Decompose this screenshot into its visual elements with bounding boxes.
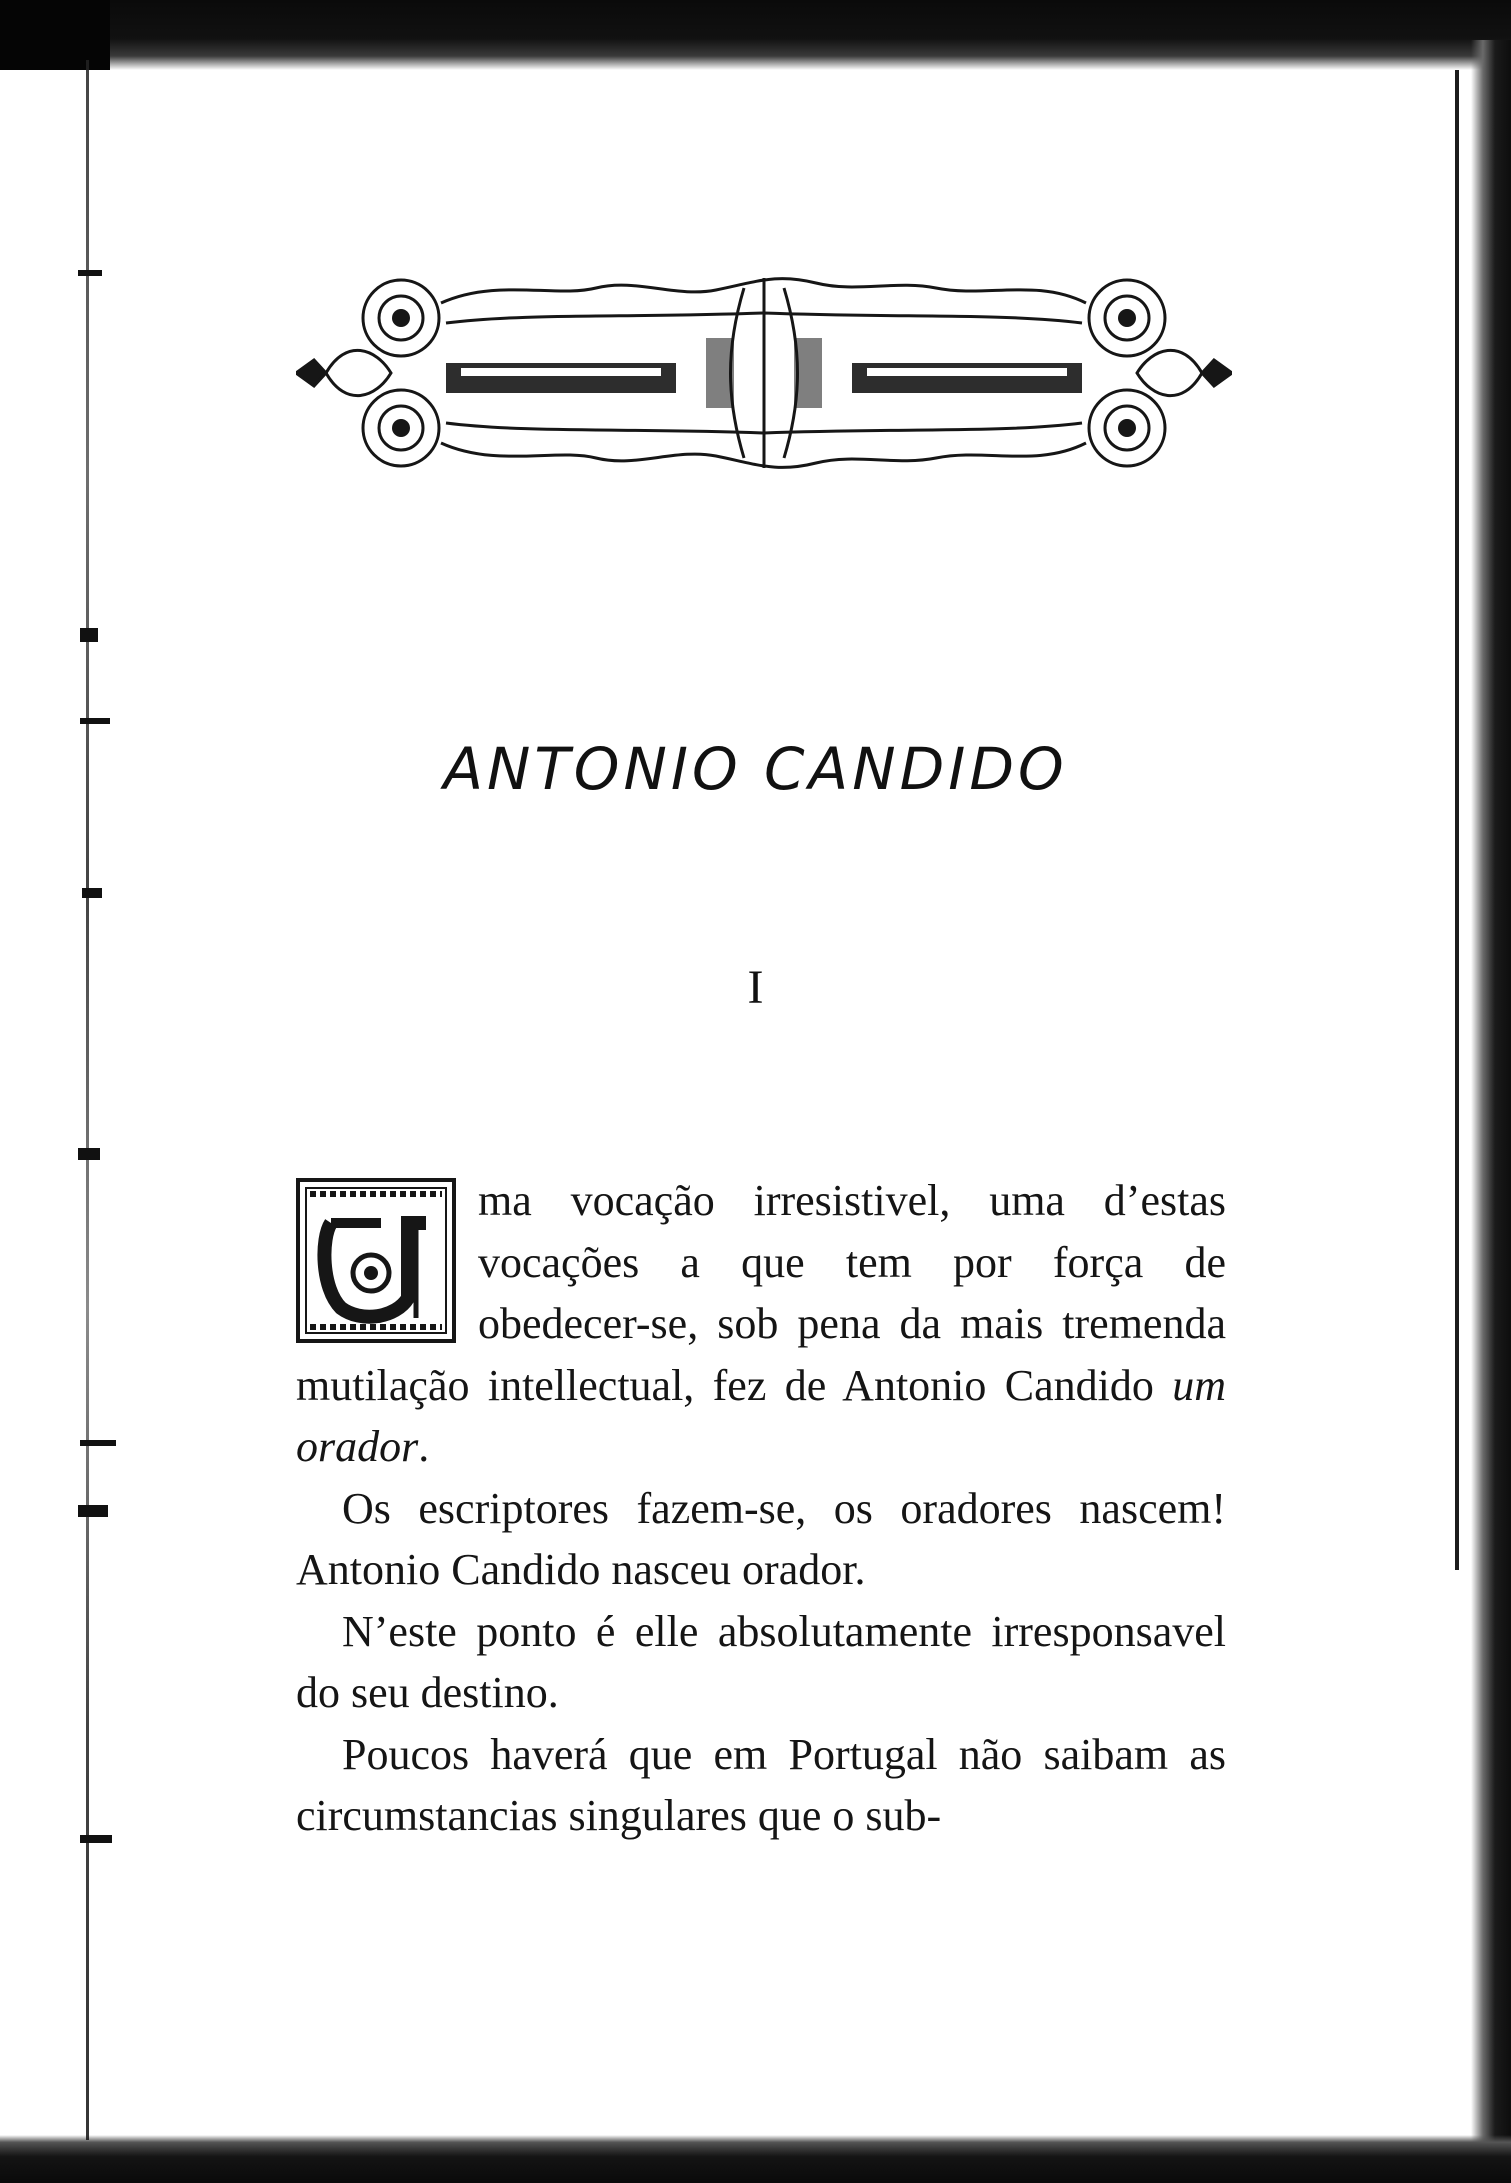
binding-mark: [80, 1440, 116, 1446]
binding-mark: [80, 718, 110, 724]
scan-edge-right-line: [1455, 70, 1459, 1570]
binding-mark: [78, 1148, 100, 1160]
paragraph-3: N’este ponto é elle absolutamente irresponsavel do seu destino.: [296, 1606, 1226, 1717]
scan-edge-bottom: [0, 2135, 1511, 2183]
emphasis-text: um orador: [296, 1360, 1226, 1471]
chapter-numeral: I: [747, 961, 764, 1014]
chapter-title: ANTONIO CANDIDO: [443, 735, 1068, 803]
binding-mark: [80, 1835, 112, 1843]
scan-edge-right: [1471, 40, 1511, 2183]
scan-edge-corner: [0, 0, 110, 70]
paragraph-1-end: .: [418, 1422, 430, 1471]
body-text: [296, 1170, 1226, 1847]
binding-mark: [78, 270, 102, 276]
scan-edge-left-line: [86, 60, 89, 2140]
floral-headpiece-icon: [296, 268, 1232, 478]
decorated-initial-u-icon: [296, 1178, 456, 1343]
paragraph-4: Poucos haverá que em Portugal não saibam as circumstancias singulares que o sub-: [296, 1729, 1226, 1840]
scan-edge-top: [0, 0, 1511, 70]
paragraph-1-text: ma vocação irresistivel, uma d’estas vocações a que tem por força de obedecer-se, sob pena da mais tremenda mutilação intellectual, fez de Antonio Candido: [296, 1176, 1226, 1410]
binding-mark: [78, 1505, 108, 1517]
paragraph-2: Os escriptores fazem-se, os oradores nascem! Antonio Candido nasceu orador.: [296, 1483, 1226, 1594]
binding-mark: [80, 628, 98, 642]
binding-mark: [82, 888, 102, 898]
